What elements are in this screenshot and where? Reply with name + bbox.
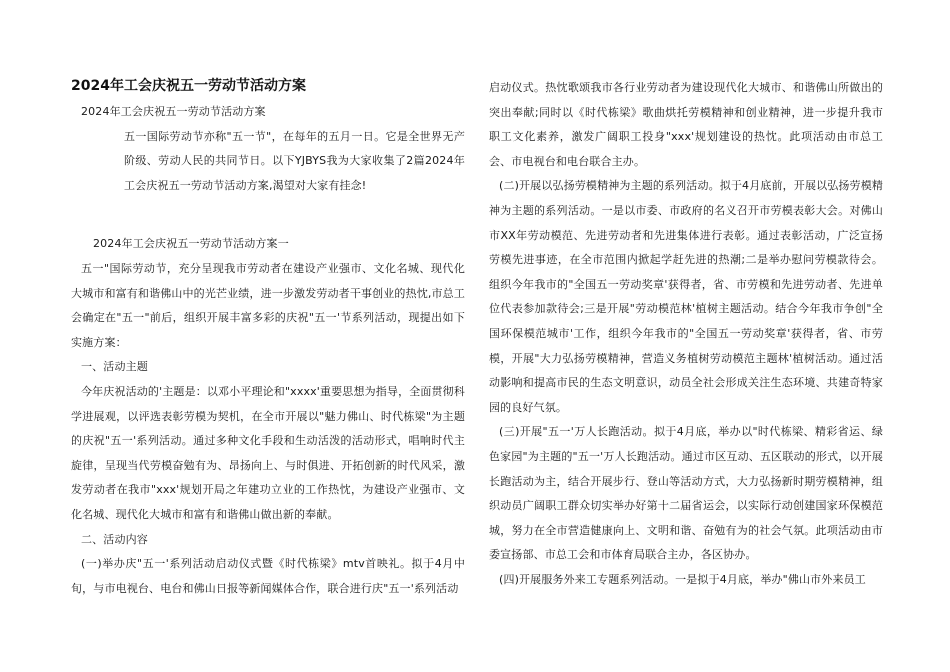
intro-paragraph: 五一国际劳动节亦称"五一节"，在每年的五月一日。它是全世界无产阶级、劳动人民的共同节日。以下YJBYS我为大家收集了2篇2024年工会庆祝五一劳动节活动方案,渴望对大家有挂念! [124,129,465,192]
content-item-1-continued: 启动仪式。热忱歌颂我市各行业劳动者为建设现代化大城市、和谐佛山所做出的突出奉献;同时以《时代栋梁》歌曲烘托劳模精神和创业精神，进一步提升我市职工文化素养，激发广阔职工投身"xxx'规划建设的热忱。此项活动由市总工会、市电视台和电台联合主办。 [489,81,883,168]
left-column [71,76,465,601]
plan-intro-paragraph: 五一"国际劳动节，充分呈现我市劳动者在建设产业强市、文化名城、现代化大城市和富有和谐佛山中的光芒业绩，进一步激发劳动者干事创业的热忱,市总工会确定在"五一"前后，组织开展丰富多彩的庆祝"五一'节系列活动，现提出如下实施方案： [71,261,465,349]
content-item-3: (三)开展"五一'万人长跑活动。拟于4月底，举办以"时代栋梁、精彩省运、绿色家园"为主题的"五一'万人长跑活动。通过市区互动、五区联动的形式，以开展长跑活动为主，结合开展步行、登山等活动方式，大力弘扬新时期劳模精神，组织动员广阔职工群众切实举办好第十二届省运会，以实际行动创建国家环保模范城，努力在全市营造健康向上、文明和谐、奋勉有为的社会气氛。此项活动由市委宣扬部、市总工会和市体育局联合主办，各区协办。 [489,425,883,562]
theme-paragraph: 今年庆祝活动的'主题是：以邓小平理论和"xxxx'重要思想为指导，全面贯彻科学进展观，以评选表彰劳模为契机，在全市开展以"魅力佛山、时代栋梁"为主题的庆祝"五一'系列活动。通过多种文化手段和生动活泼的活动形式，唱响时代主旋律，呈现当代劳模奋勉有为、昂扬向上、与时俱进、开拓创新的时代风采，激发劳动者在我市"xxx'规划开局之年建功立业的工作热忱，为建设产业强市、文化名城、现代化大城市和富有和谐佛山做出新的奉献。 [71,384,465,521]
content-item-1: (一)举办庆"五一'系列活动启动仪式暨《时代栋梁》mtv首映礼。拟于4月中旬，与市电视台、电台和佛山日报等新闻媒体合作，联合进行庆"五一'系列活动 [71,557,465,595]
right-column [489,76,883,592]
content-item-4: (四)开展服务外来工专题系列活动。一是拟于4月底，举办"佛山市外来员工 [499,572,866,586]
content-item-2: (二)开展以弘扬劳模精神为主题的系列活动。拟于4月底前，开展以弘扬劳模精神为主题的系列活动。一是以市委、市政府的名义召开市劳模表彰大会。对佛山市XX年劳动模范、先进劳动者和先进集体进行表彰。通过表彰活动，广泛宣扬劳模先进事迹，在全市范围内掀起学赶先进的热潮;二是举办慰问劳模款待会。组织今年我市的"全国五一劳动奖章'获得者，省、市劳模和先进劳动者、先进单位代表参加款待会;三是开展"劳动模范林'植树主题活动。结合今年我市争创"全国环保模范城市'工作，组织今年我市的"全国五一劳动奖章'获得者，省、市劳模，开展"大力弘扬劳模精神，营造义务植树劳动模范主题林'植树活动。通过活动影响和提高市民的生态文明意识，动员全社会形成关注生态环境、共建奇特家园的良好气氛。 [489,179,883,414]
paragraph-gap [71,198,465,232]
document-title: 2024年工会庆祝五一劳动节活动方案 [71,78,306,94]
subtitle-paragraph: 2024年工会庆祝五一劳动节活动方案 [81,105,266,118]
section-heading-content: 二、活动内容 [81,532,148,546]
section-heading-theme: 一、活动主题 [81,360,148,374]
plan-heading: 2024年工会庆祝五一劳动节活动方案一 [93,237,289,251]
